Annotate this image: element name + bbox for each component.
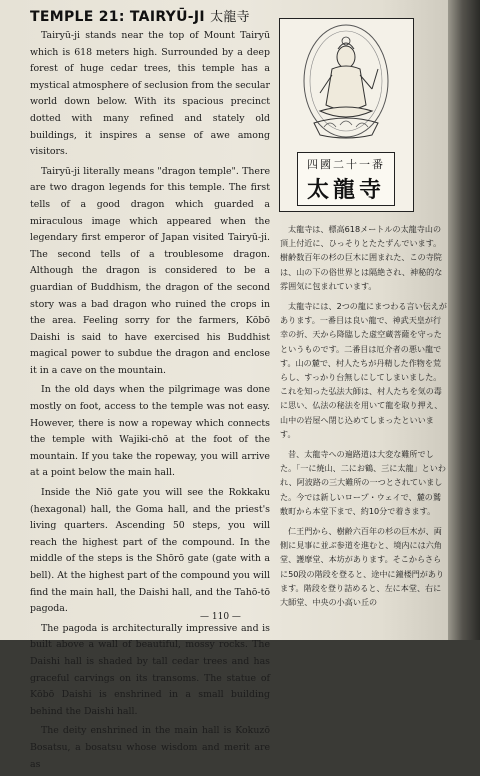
japanese-paragraph-4: 仁王門から、樹齢六百年の杉の巨木が、両側に見事に並ぶ参道を進むと、境内には六角堂、護摩堂、本坊があります。そこからさらに50段の階段を登ると、途中に鐘楼門があります。階段を登り詰めると、左に本堂、右に大師堂、中央の小高い丘の [280, 526, 445, 608]
temple-name-stamp [297, 152, 395, 206]
english-paragraph-1: Tairyū-ji stands near the top of Mount Tairyū which is 618 meters high. Surrounded by a deep forest of huge cedar trees, this temple has a mystical atmosphere of seclusion from the secular world down below. With its spacious precinct dotted with many refined and stately old buildings, it inspires a sense of awe among visitors. [30, 30, 270, 158]
english-paragraph-3: In the old days when the pilgrimage was done mostly on foot, access to the temple was not easy. However, there is now a ropeway which connects the temple with Wajiki-chō at the foot of the mountain. If you take the ropeway, you will arrive at a point below the main hall. [30, 384, 270, 479]
english-paragraph-6: The deity enshrined in the main hall is Kokuzō Bosatsu, a bosatsu whose wisdom and merit are as [30, 725, 270, 770]
stamp-main-text: 太龍寺 [306, 177, 385, 203]
bodhisattva-figure [280, 19, 413, 151]
title-text: TEMPLE 21: TAIRYŪ-JI [30, 9, 205, 25]
english-paragraph-2: Tairyū-ji literally means "dragon temple". There are two dragon legends for this temple. The first tells of a good dragon which guarded a miraculous image which appeared when the legendary first emperor of Japan visited Tairyū-ji. The second tells of a troublesome dragon. Although the dragon is considered to be a guardian of Buddhism, the dragon of the second story was a bad dragon who ruined the crops in the area. Feeling sorry for the farmers, Kōbō Daishi is said to have exercised his Buddhist magical power to subdue the dragon and enclose it in a cave on the mountain. [30, 165, 270, 376]
english-paragraph-4: Inside the Niō gate you will see the Rokkaku (hexagonal) hall, the Goma hall, and the priest's living quarters. Ascending 50 steps, you will reach the highest part of the compound. In the middle of the steps is the Shōrō gate (gate with a bell). At the highest part of the compound you will find the main hall, the Daishi hall, and the Tahō-tō pagoda. [30, 487, 270, 615]
page-edge-shadow [448, 0, 480, 640]
english-paragraph-5: The pagoda is architecturally impressive and is built above a wall of beautiful, mossy rocks. The Daishi hall is shaded by tall cedar trees and has graceful carvings on its transoms. The statue of Kōbō Daishi is enshrined in a small building behind the Daishi hall. [30, 622, 270, 717]
english-body [30, 28, 270, 776]
japanese-paragraph-2: 太龍寺には、2つの龍にまつわる言い伝えがあります。一番目は良い龍で、神武天皇が行幸の折、天から降臨した虚空蔵菩薩を守ったというものです。二番目は厄介者の悪い龍です。山の麓で、村人たちが丹精した作物を荒らし、すっかり台無しにしてしまいました。これを知った弘法大師は、村人たちを気の毒に思い、仏法の秘法を用いて龍を取り押え、山中の岩屋へ閉じ込めてしまったといいます。 [280, 301, 447, 439]
japanese-paragraph-3: 昔、太龍寺への遍路道は大変な難所でした。「一に焼山、二にお鶴、三に太龍」といわれ、阿波路の三大難所の一つとされていました。今では新しいロープ・ウェイで、麓の鷲敷町から本堂下まで、約10分で着きます。 [280, 449, 446, 516]
japanese-body [280, 222, 448, 615]
title-kanji: 太龍寺 [210, 10, 250, 25]
stamp-top-line: 四國二十一番 [307, 158, 385, 171]
page-title [30, 6, 250, 25]
page-number: — 110 — [200, 612, 241, 622]
japanese-paragraph-1: 太龍寺は、標高618メートルの太龍寺山の頂上付近に、ひっそりとたたずんでいます。樹齢数百年の杉の巨木に囲まれた、この寺院は、山の下の俗世界とは隔絶され、神秘的な雰囲気に包まれています。 [280, 224, 443, 291]
